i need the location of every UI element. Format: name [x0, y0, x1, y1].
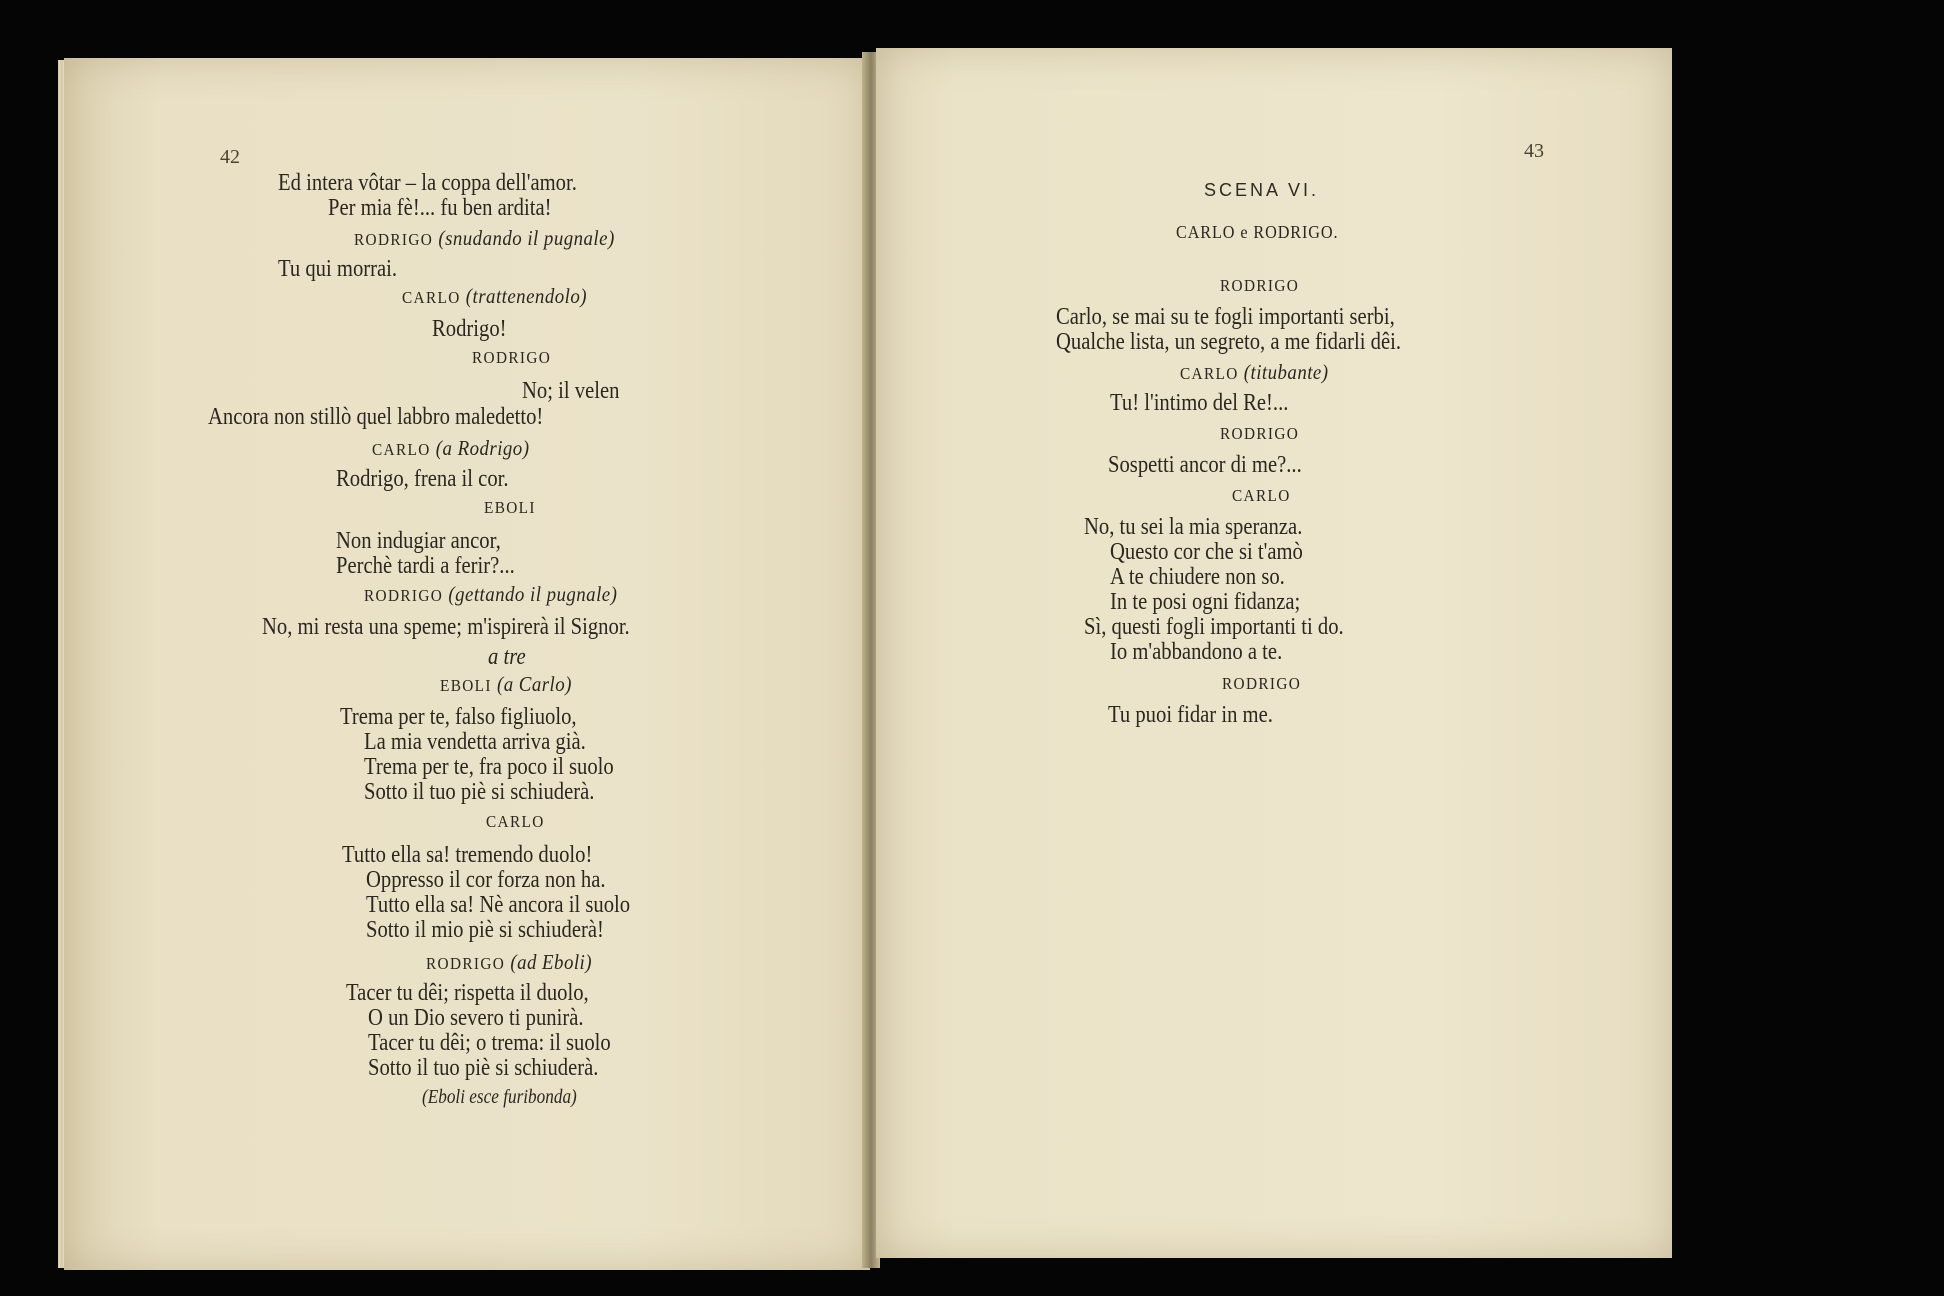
speaker-label: CARLO: [1232, 486, 1291, 505]
speaker-label: RODRIGO: [1220, 424, 1300, 443]
speaker-label: CARLO (a Rodrigo): [372, 436, 530, 460]
verse-line: Questo cor che si t'amò: [1110, 539, 1303, 565]
speaker-label: CARLO (trattenendolo): [402, 284, 587, 308]
speaker-label: RODRIGO (ad Eboli): [426, 950, 592, 974]
verse-line: Non indugiar ancor,: [336, 528, 501, 554]
verse-line: Io m'abbandono a te.: [1110, 639, 1283, 665]
verse-line: Tu qui morrai.: [278, 256, 398, 282]
verse-line: Sotto il tuo piè si schiuderà.: [364, 779, 595, 805]
verse-line: No, mi resta una speme; m'ispirerà il Signor.: [262, 614, 630, 640]
verse-line: Oppresso il cor forza non ha.: [366, 867, 606, 893]
verse-line: O un Dio severo ti punirà.: [368, 1005, 584, 1031]
left-page: [64, 58, 870, 1270]
stage-direction: (Eboli esce furibonda): [422, 1086, 577, 1108]
verse-line: Tacer tu dêi; rispetta il duolo,: [346, 980, 589, 1006]
scene-characters: CARLO e RODRIGO.: [1176, 222, 1339, 242]
verse-line: Tutto ella sa! Nè ancora il suolo: [366, 892, 631, 918]
speaker-label: EBOLI: [484, 498, 536, 517]
scene-title: SCENA VI.: [1204, 180, 1320, 200]
verse-line: Tutto ella sa! tremendo duolo!: [342, 842, 593, 868]
verse-line: In te posi ogni fidanza;: [1110, 589, 1301, 615]
verse-line: Sotto il tuo piè si schiuderà.: [368, 1055, 599, 1081]
speaker-label: RODRIGO: [1220, 276, 1300, 295]
verse-line: Ed intera vôtar – la coppa dell'amor.: [278, 170, 577, 196]
right-page: [876, 48, 1672, 1258]
verse-line: Tu! l'intimo del Re!...: [1110, 390, 1289, 416]
speaker-label: RODRIGO (snudando il pugnale): [354, 226, 615, 250]
verse-line: Rodrigo, frena il cor.: [336, 466, 509, 492]
verse-line: Tacer tu dêi; o trema: il suolo: [368, 1030, 611, 1056]
speaker-label: RODRIGO (gettando il pugnale): [364, 582, 618, 606]
verse-line: Rodrigo!: [432, 316, 507, 342]
verse-line: La mia vendetta arriva già.: [364, 729, 586, 755]
page-number: 42: [220, 146, 240, 168]
verse-line: Trema per te, fra poco il suolo: [364, 754, 614, 780]
verse-line: No, tu sei la mia speranza.: [1084, 514, 1303, 540]
page-number: 43: [1524, 140, 1544, 162]
verse-line: No; il velen: [522, 378, 620, 404]
verse-line: Tu puoi fidar in me.: [1108, 702, 1273, 728]
speaker-label: CARLO: [486, 812, 545, 831]
verse-line: Sotto il mio piè si schiuderà!: [366, 917, 604, 943]
verse-line: Sì, questi fogli importanti ti do.: [1084, 614, 1344, 640]
verse-line: Carlo, se mai su te fogli importanti serbi,: [1056, 304, 1395, 330]
verse-line: Sospetti ancor di me?...: [1108, 452, 1302, 478]
verse-line: Per mia fè!... fu ben ardita!: [328, 195, 552, 221]
verse-line: Trema per te, falso figliuolo,: [340, 704, 577, 730]
speaker-label: RODRIGO: [1222, 674, 1302, 693]
verse-line: Perchè tardi a ferir?...: [336, 553, 515, 579]
verse-line: Qualche lista, un segreto, a me fidarli dêi.: [1056, 329, 1402, 355]
speaker-label: EBOLI (a Carlo): [440, 672, 572, 696]
ensemble-label: a tre: [488, 644, 526, 670]
speaker-label: RODRIGO: [472, 348, 552, 367]
verse-line: A te chiudere non so.: [1110, 564, 1285, 590]
speaker-label: CARLO (titubante): [1180, 360, 1329, 384]
verse-line: Ancora non stillò quel labbro maledetto!: [208, 404, 544, 430]
